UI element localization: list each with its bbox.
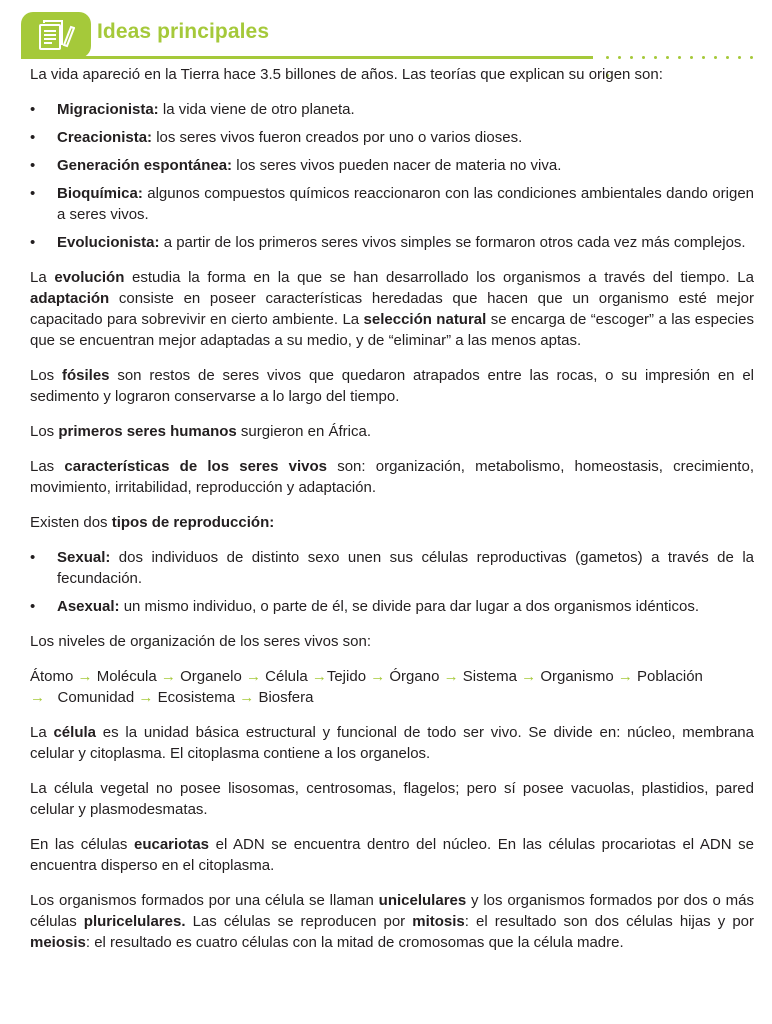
reproduction-list [30,547,754,617]
arrow-icon: → [77,668,93,685]
section-header [0,0,772,70]
arrow-icon: → [311,668,327,685]
list-item: • Sexual: dos individuos de distinto sexo unen sus células reproductivas (gametos) a través de la fecundación. [30,549,754,587]
cell-paragraph: La célula es la unidad básica estructural y funcional de todo ser vivo. Se divide en: núcleo, membrana celular y citoplasma. El citoplasma contiene a los organelos. [30,724,754,762]
reproduction-intro: Existen dos tipos de reproducción: [30,514,275,531]
list-item: • Migracionista: la vida viene de otro planeta. [30,101,355,118]
arrow-icon: → [370,668,386,685]
eukaryotes-paragraph: En las células eucariotas el ADN se encuentra dentro del núcleo. En las células procariotas el ADN se encuentra disperso en el citoplasma. [30,836,754,874]
arrow-icon: → [30,689,45,706]
fossils-paragraph: Los fósiles son restos de seres vivos que quedaron atrapados entre las rocas, o su impresión en el sedimento y lograron conservarse a lo largo del tiempo. [30,367,754,405]
section-title: Ideas principales [97,20,270,43]
evolution-paragraph: La evolución estudia la forma en la que se han desarrollado los organismos a través del tiempo. La adaptación consiste en poseer características heredadas que hacen que un organismo esté mejor capacitado para sobrevivir en cierto ambiente. La selección natural se encarga de “escoger” a las especies que se encuentran mejor adaptadas a su medio, y de “eliminar” a las menos aptas. [30,269,754,349]
intro-paragraph: La vida apareció en la Tierra hace 3.5 billones de años. Las teorías que explican su origen son: [30,66,663,83]
list-item: • Bioquímica: algunos compuestos químicos reaccionaron con las condiciones ambientales dando origen a seres vivos. [30,185,754,223]
notes-icon-box [21,12,91,58]
humans-paragraph: Los primeros seres humanos surgieron en África. [30,423,371,440]
arrow-icon: → [160,668,176,685]
organisms-paragraph: Los organismos formados por una célula se llaman unicelulares y los organismos formados por dos o más células pluricelulares. Las células se reproducen por mitosis: el resultado son dos células hijas y por meiosis: el resultado es cuatro células con la mitad de cromosomas que la célula madre. [30,892,755,951]
arrow-icon: → [521,668,537,685]
arrow-icon: → [245,668,261,685]
list-item: • Generación espontánea: los seres vivos pueden nacer de materia no viva. [30,157,562,174]
organization-levels: Átomo → Molécula → Organelo → Célula →Tejido → Órgano → Sistema → Organismo → Población → Comunidad → Ecosistema → Biosfera [30,668,703,706]
list-item: • Asexual: un mismo individuo, o parte de él, se divide para dar lugar a dos organismos idénticos. [30,598,700,615]
list-item: • Evolucionista: a partir de los primeros seres vivos simples se formaron otros cada vez más complejos. [30,234,746,251]
header-divider [21,56,593,59]
theories-list [30,99,754,253]
notes-icon [37,19,75,51]
arrow-icon: → [443,668,459,685]
main-content [30,64,754,953]
arrow-icon: → [617,668,633,685]
characteristics-paragraph: Las características de los seres vivos son: organización, metabolismo, homeostasis, crecimiento, movimiento, irritabilidad, reproducción y adaptación. [30,458,754,496]
plant-cell-paragraph: La célula vegetal no posee lisosomas, centrosomas, flagelos; pero sí posee vacuolas, plastidios, pared celular y plasmodesmatas. [30,780,754,818]
list-item: • Creacionista: los seres vivos fueron creados por uno o varios dioses. [30,129,523,146]
levels-intro: Los niveles de organización de los seres vivos son: [30,633,372,650]
header-dots [606,56,772,60]
arrow-icon: → [239,689,255,706]
arrow-icon: → [138,689,154,706]
